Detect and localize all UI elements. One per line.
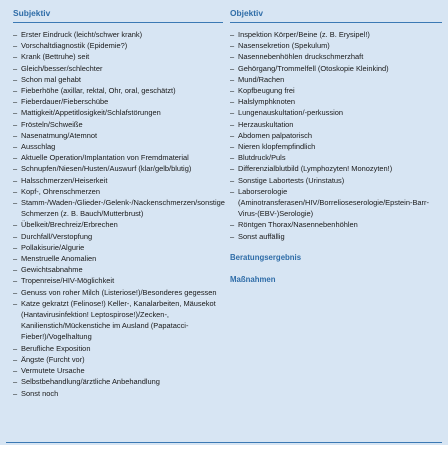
subjective-item <box>13 152 223 163</box>
dash-bullet: – <box>13 119 18 129</box>
subjective-item-text: Katze gekratzt (Felinose!) Keller-, Kanalarbeiten, Mäusekot (Hantavirusinfektion! Leptospirose!)/Zecken-, Kanilienstich/Mückenstiche im Ausland (Papatacci-Fieber!)/Vogelhaltung <box>21 298 216 342</box>
dash-bullet: – <box>230 220 235 230</box>
objective-item-text: Blutdruck/Puls <box>238 153 286 163</box>
subjective-item <box>13 197 223 219</box>
dash-bullet: – <box>13 153 18 163</box>
objective-item <box>230 51 442 62</box>
objective-item-text: Sonst auffällig <box>238 231 285 241</box>
subjective-item-text: Stamm-/Waden-/Glieder-/Gelenk-/Nackenschmerzen/sonstige Schmerzen (z. B. Bauch/Mutterbrust) <box>21 198 225 219</box>
subjective-item-text: Mattigkeit/Appetitlosigkeit/Schlafstörungen <box>21 108 161 118</box>
objective-item <box>230 74 442 85</box>
objective-item-text: Nasensekretion (Spekulum) <box>238 41 330 51</box>
objective-item-text: Halslymphknoten <box>238 97 296 107</box>
subjective-heading-rule <box>13 22 223 23</box>
dash-bullet: – <box>13 52 18 62</box>
massnahmen-heading: Maßnahmen <box>230 274 276 284</box>
subjective-item-text: Erster Eindruck (leicht/schwer krank) <box>21 30 143 39</box>
subjective-item-text: Sonst noch <box>21 388 59 398</box>
subjective-item <box>13 264 223 275</box>
subjective-item-text: Gleich/besser/schlechter <box>21 63 103 73</box>
subjective-item-text: Aktuelle Operation/Implantation von Fremdmaterial <box>21 153 189 163</box>
subjective-item <box>13 388 223 399</box>
objective-item <box>230 85 442 96</box>
dash-bullet: – <box>13 30 18 39</box>
subjective-item <box>13 219 223 230</box>
subjective-item <box>13 85 223 96</box>
subjective-heading: Subjektiv <box>13 8 51 18</box>
objective-item-text: Kopfbeugung frei <box>238 86 295 96</box>
dash-bullet: – <box>230 97 235 107</box>
subjective-item-text: Frösteln/Schweiße <box>21 119 83 129</box>
subjective-item <box>13 354 223 365</box>
dash-bullet: – <box>230 119 235 129</box>
objective-item-text: Röntgen Thorax/Nasennebenhöhlen <box>238 220 358 230</box>
dash-bullet: – <box>13 287 18 297</box>
subjective-item <box>13 141 223 152</box>
subjective-column <box>13 8 223 399</box>
dash-bullet: – <box>13 377 18 387</box>
subjective-item <box>13 186 223 197</box>
objective-item <box>230 107 442 118</box>
dash-bullet: – <box>13 175 18 185</box>
subjective-item-text: Vorschaltdiagnostik (Epidemie?) <box>21 41 128 51</box>
subjective-item <box>13 253 223 264</box>
objective-item <box>230 152 442 163</box>
dash-bullet: – <box>13 186 18 196</box>
subjective-item-text: Krank (Bettruhe) seit <box>21 52 90 62</box>
subjective-item-text: Fieberdauer/Fieberschübe <box>21 97 109 107</box>
dash-bullet: – <box>13 242 18 252</box>
subjective-item-text: Schon mal gehabt <box>21 74 81 84</box>
subjective-item-text: Schnupfen/Niesen/Husten/Auswurf (klar/gelb/blutig) <box>21 164 192 174</box>
beratungsergebnis-heading: Beratungsergebnis <box>230 252 302 262</box>
subjective-item <box>13 343 223 354</box>
subjective-item-text: Ausschlag <box>21 142 56 152</box>
subjective-item <box>13 96 223 107</box>
subjective-item-text: Berufliche Exposition <box>21 343 91 353</box>
dash-bullet: – <box>13 74 18 84</box>
dash-bullet: – <box>13 41 18 51</box>
dash-bullet: – <box>230 186 235 196</box>
dash-bullet: – <box>13 108 18 118</box>
subjective-item-text: Menstruelle Anomalien <box>21 254 97 264</box>
subjective-item <box>13 163 223 174</box>
dash-bullet: – <box>230 231 235 241</box>
objective-item-text: Nieren klopfempfindlich <box>238 142 316 152</box>
dash-bullet: – <box>230 63 235 73</box>
dash-bullet: – <box>230 41 235 51</box>
objective-item <box>230 29 442 40</box>
objective-item <box>230 163 442 174</box>
objective-heading: Objektiv <box>230 8 264 18</box>
dash-bullet: – <box>13 254 18 264</box>
dash-bullet: – <box>230 52 235 62</box>
dash-bullet: – <box>13 276 18 286</box>
subjective-item-text: Durchfall/Verstopfung <box>21 231 93 241</box>
objective-column <box>230 8 442 285</box>
subjective-item <box>13 231 223 242</box>
subjective-item <box>13 130 223 141</box>
objective-item <box>230 186 442 220</box>
subjective-item <box>13 175 223 186</box>
subjective-item-text: Fieberhöhe (axillar, rektal, Ohr, oral, geschätzt) <box>21 86 176 96</box>
objective-item <box>230 219 442 230</box>
dash-bullet: – <box>13 220 18 230</box>
subjective-item <box>13 287 223 298</box>
dash-bullet: – <box>230 130 235 140</box>
objective-item <box>230 231 442 242</box>
subjective-item-text: Pollakisurie/Algurie <box>21 242 85 252</box>
subjective-item <box>13 74 223 85</box>
objective-item-text: Nasennebenhöhlen druckschmerzhaft <box>238 52 364 62</box>
dash-bullet: – <box>13 97 18 107</box>
subjective-item-text: Nasenatmung/Atemnot <box>21 130 98 140</box>
dash-bullet: – <box>13 198 18 208</box>
objective-list <box>230 29 442 242</box>
dash-bullet: – <box>13 388 18 398</box>
dash-bullet: – <box>13 366 18 376</box>
bottom-rule <box>6 442 442 443</box>
subjective-item-text: Selbstbehandlung/ärztliche Anbehandlung <box>21 377 160 387</box>
subjective-item <box>13 365 223 376</box>
objective-item <box>230 130 442 141</box>
subjective-item <box>13 119 223 130</box>
objective-item <box>230 175 442 186</box>
objective-item-text: Mund/Rachen <box>238 74 285 84</box>
subjective-item-text: Kopf-, Ohrenschmerzen <box>21 186 100 196</box>
subjective-item <box>13 242 223 253</box>
dash-bullet: – <box>13 63 18 73</box>
objective-item-text: Inspektion Körper/Beine (z. B. Erysipel!) <box>238 30 370 39</box>
objective-item-text: Gehörgang/Trommelfell (Otoskopie Kleinkind) <box>238 63 389 73</box>
dash-bullet: – <box>13 343 18 353</box>
dash-bullet: – <box>13 354 18 364</box>
dash-bullet: – <box>230 30 235 39</box>
dash-bullet: – <box>13 231 18 241</box>
objective-item-text: Abdomen palpatorisch <box>238 130 313 140</box>
dash-bullet: – <box>230 175 235 185</box>
dash-bullet: – <box>230 86 235 96</box>
dash-bullet: – <box>13 164 18 174</box>
dash-bullet: – <box>13 142 18 152</box>
objective-item <box>230 119 442 130</box>
subjective-item <box>13 51 223 62</box>
dash-bullet: – <box>13 86 18 96</box>
subjective-item-text: Ängste (Furcht vor) <box>21 354 85 364</box>
dash-bullet: – <box>230 142 235 152</box>
objective-item-text: Lungenauskultation/-perkussion <box>238 108 344 118</box>
subjective-item-text: Halsschmerzen/Heiserkeit <box>21 175 108 185</box>
subjective-item <box>13 40 223 51</box>
dash-bullet: – <box>13 265 18 275</box>
subjective-list <box>13 29 223 399</box>
subjective-item <box>13 376 223 387</box>
objective-item-text: Herzauskultation <box>238 119 294 129</box>
subjective-item <box>13 298 223 343</box>
dash-bullet: – <box>13 130 18 140</box>
objective-item <box>230 63 442 74</box>
dash-bullet: – <box>230 153 235 163</box>
objective-item-text: Differenzialblutbild (Lymphozyten! Monozyten!) <box>238 164 393 174</box>
objective-item-text: Sonstige Labortests (Urinstatus) <box>238 175 345 185</box>
subjective-item-text: Übelkeit/Brechreiz/Erbrechen <box>21 220 118 230</box>
objective-heading-rule <box>230 22 442 23</box>
subjective-item-text: Genuss von roher Milch (Listeriose!)/Besonderes gegessen <box>21 287 217 297</box>
subjective-item-text: Tropenreise/HIV-Möglichkeit <box>21 276 115 286</box>
subjective-item <box>13 275 223 286</box>
subjective-item <box>13 63 223 74</box>
dash-bullet: – <box>13 298 18 308</box>
dash-bullet: – <box>230 74 235 84</box>
subjective-item-text: Vermutete Ursache <box>21 366 85 376</box>
dash-bullet: – <box>230 164 235 174</box>
subjective-item <box>13 29 223 40</box>
subjective-item-text: Gewichtsabnahme <box>21 265 83 275</box>
objective-item <box>230 40 442 51</box>
objective-item <box>230 96 442 107</box>
subjective-item <box>13 107 223 118</box>
objective-item-text: Laborserologie (Aminotransferasen/HIV/Borrelioseserologie/Epstein-Barr-Virus-(EBV-)Serologie) <box>238 186 429 219</box>
objective-item <box>230 141 442 152</box>
dash-bullet: – <box>230 108 235 118</box>
